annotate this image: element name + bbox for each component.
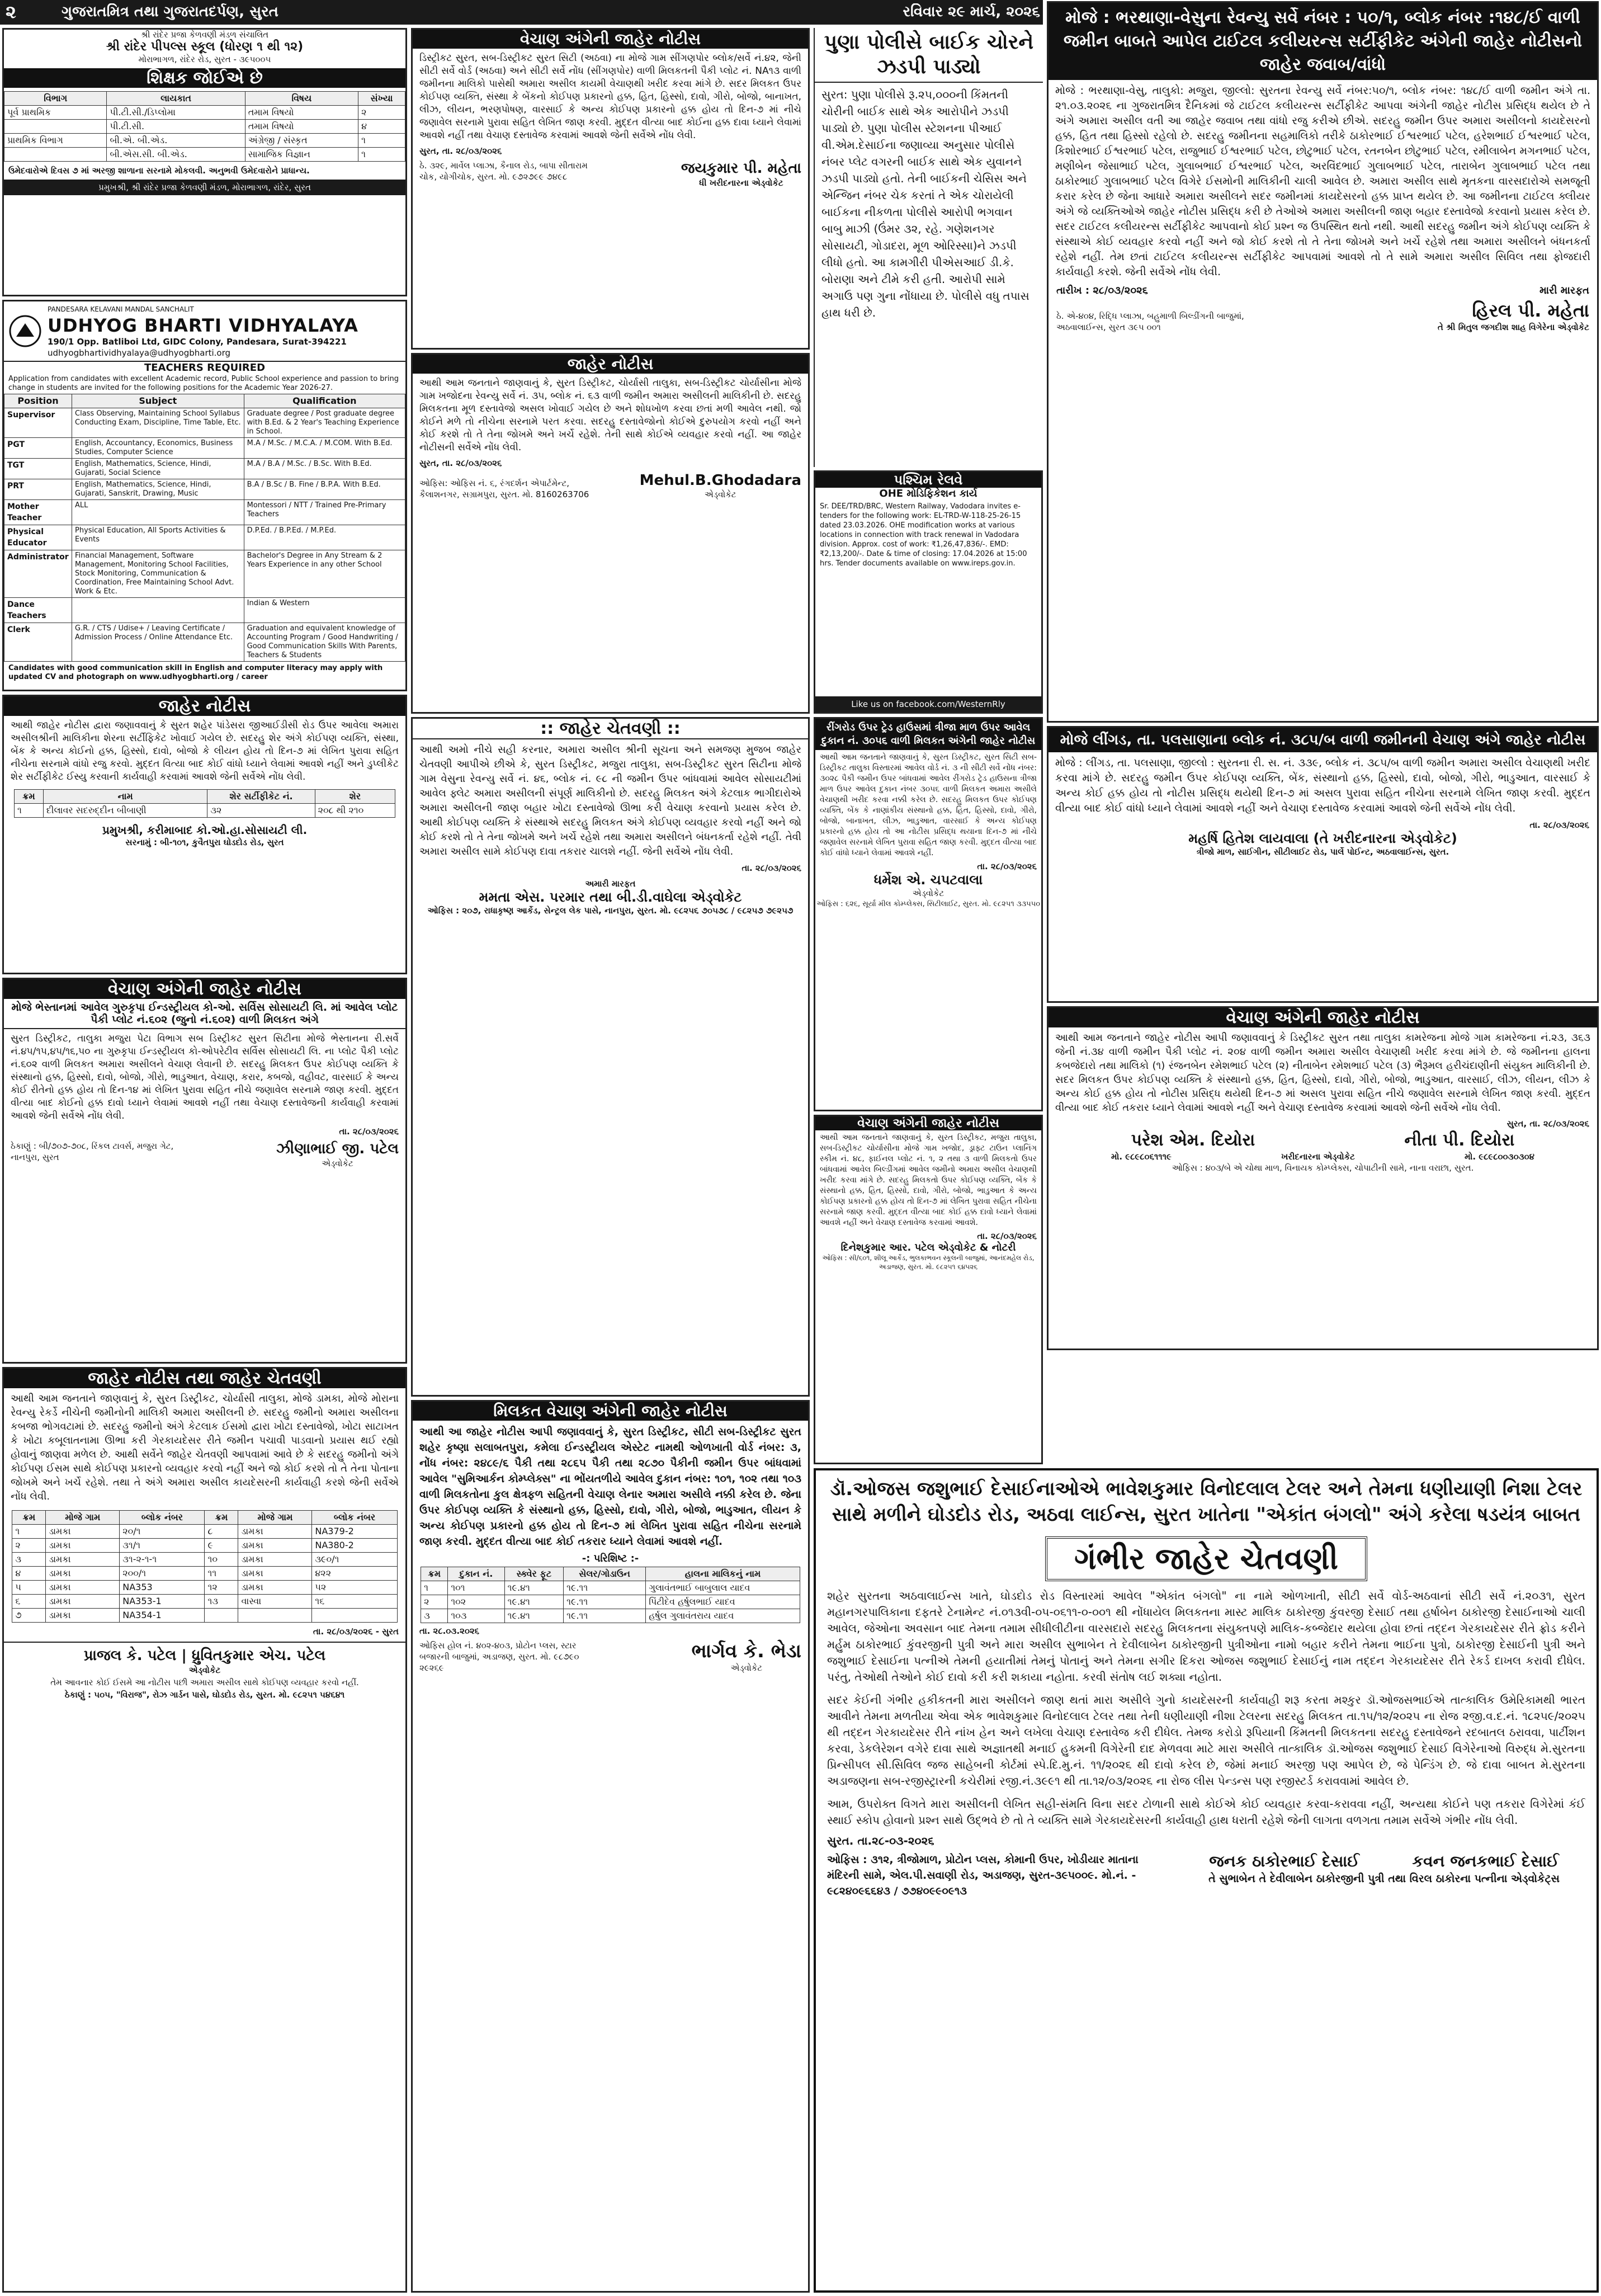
cell: ગુલાવંતભાઈ બાબુલાલ યાદવ <box>646 1581 800 1595</box>
warning-heading: ડૉ.ઓજસ જશુભાઈ દેસાઈનાઓએ ભાવેશકુમાર વિનોદલાલ ટેલર અને તેમના ધણીયાણી નિશા ટેલર સાથે મળીને ઘોડદોડ રોડ, અઠવા લાઈન્સ, સુરત ખાતેના "એકાંત બંગલો" અંગે કરેલા ષડયંત્ર બાબત <box>830 1478 1583 1526</box>
table-row <box>4 550 405 598</box>
singanpor-sale-notice <box>411 28 810 350</box>
cell <box>4 148 107 162</box>
signatory: મમતા એસ. પરમાર તથા બી.ડી.વાઘેલા એડ્વોકેટ <box>479 889 742 905</box>
signatory: ઝીણાભાઈ જી. પટેલ <box>276 1140 399 1157</box>
cell: તમામ વિષયો <box>245 120 358 134</box>
signatory-label: અમારી મારફત <box>585 879 636 889</box>
notice-date: સુરત, તા. ૨૮/૦૩/૨૦૨૬ <box>419 458 502 468</box>
cell: પૂર્વ પ્રાથમિક <box>4 106 107 120</box>
col-header: નામ <box>43 790 207 804</box>
notice-title: મોજે લીંગડ, તા. પલસાણાના બ્લોક નં. ૩૮૫/બ વાળી જમીનની વેચાણ અંગે જાહેર નોટીસ <box>1049 728 1597 752</box>
damka-land-warning <box>2 1367 407 2293</box>
school-address: 190/1 Opp. Batliboi Ltd, GIDC Colony, Pandesara, Surat-394221 <box>48 337 347 347</box>
vacancy-table <box>4 91 405 162</box>
table-row <box>4 598 405 623</box>
signatory-address: ઠેકાણું : બી/૭૦૭-૭૦૮, રિંકલ ટાવર્સ, મજુરા ગેટ, નાનપુરા, સુરત <box>11 1141 174 1162</box>
notice-date: તા. ૨૮/૦૩/૨૦૨૬ <box>977 861 1037 871</box>
table-row <box>12 1581 397 1595</box>
signatory: જયકુમાર પી. મહેતા <box>681 160 801 177</box>
cell: NA379-2 <box>312 1525 397 1539</box>
cell: ૨૦/૧ <box>120 1525 205 1539</box>
cell: ૨ <box>421 1595 448 1609</box>
warning-date: સુરત. તા.૨૮-૦૩-૨૦૨૬ <box>827 1834 934 1847</box>
news-body: સુરત: પુણા પોલીસે રૂ.૨૫,૦૦૦ની કિંમતની ચોરીની બાઈક સાથે એક આરોપીને ઝડપી પાડ્યો છે. પુણા પોલીસ સ્ટેશનના પીઆઈ વી.એમ.દેસાઈના જણાવ્યા અનુસાર પોલીસે નંબર પ્લેટ વગરની બાઈક સાથે એક યુવાનને ઝડપી પાડ્યો હતો. તેની બાઈકની ચેસિસ અને એન્જિન નંબર ચેક કરતાં તે એક ચોરાયેલી બાઈકના નીકળતા પોલીસે આરોપી ભગવાન બાબુ માઝી (ઉંમર ૩૨, રહે. ગણેશનગર સોસાયટી, ગોડાદરા, મૂળ ઓરિસ્સા)ને ઝડપી લીધો હતો. આ કામગીરી પીએસઆઈ ડી.કે. બોરાણા અને ટીમે કરી હતી. આરોપી સામે અગાઉ પણ ગુના નોંધાયા છે. પોલીસે વધુ તપાસ હાથ ધરી છે. <box>821 88 1029 319</box>
school-address: મોરાભાગળ, રાંદેર રોડ, સુરત - ૩૯૫૦૦૫ <box>138 54 271 64</box>
udhyog-bharti-ad <box>2 300 407 691</box>
cell: ડામકા <box>46 1581 120 1595</box>
cell: PGT <box>4 438 72 459</box>
cell: ૯ <box>205 1539 238 1553</box>
cell: ૪૨૨ <box>312 1567 397 1581</box>
cell: Bachelor's Degree in Any Stream & 2 Years Experience in any other School <box>244 550 405 598</box>
block-table <box>12 1510 397 1623</box>
col-header: મોજે ગામ <box>238 1511 312 1525</box>
cell: TGT <box>4 459 72 479</box>
notice-title: રીંગરોડ ઉપર ટ્રેડ હાઉસમાં ત્રીજા માળ ઉપર આવેલ દુકાન નં. ૩૦૫૬ વાળી મિલકત અંગેની જાહેર નોટીસ <box>815 719 1041 750</box>
railway-title: પશ્ચિમ રેલવે <box>815 472 1041 488</box>
notice-body: મોજે : ભરથાણા-વેસુ, તાલુકો: મજુરા, જીલ્લો: સુરતના રેવન્યુ સર્વે નંબર:૫૦/૧, બ્લોક નંબર: ૧૪૮/ઈ વાળી જમીન અંગે તા. ૨૧.૦૩.૨૦૨૬ ના ગુજરાતમિત્ર દૈનિકમાં જે ટાઈટલ કલીયરન્સ સર્ટીફીકેટ આપવા અંગેની જાહેર નોટીસ પ્રસિદ્ધ થયેલ છે તે અંગે અમારા અસીલ વતી આ જાહેર જવાબ તથા વાંધો રજુ કરીએ છીએ. સદરહુ જમીન ઉપર અમારા અસીલનો કાયદેસરનો હક્ક, હિત તથા હિસ્સો રહેલો છે. સદરહુ જમીનના સહમાલિકો તરીકે ઠાકોરભાઈ ઈશ્વરભાઈ પટેલ, હરેશભાઈ ઈશ્વરભાઈ પટેલ, કિશોરભાઈ ઈશ્વરભાઈ પટેલ, રાજુભાઈ ઈશ્વરભાઈ પટેલ, છોટુભાઈ પટેલ, રતનબેન છોટુભાઈ પટેલ, રમીલાબેન મગનભાઈ પટેલ, મણીબેન જેસાભાઈ પટેલ, ગુલાબભાઈ ઈશ્વરભાઈ પટેલ, અરવિંદભાઈ ગુલાબભાઈ પટેલ, તારાબેન ગુલાબભાઈ પટેલ તથા ઠાકોરભાઈ ગુલાબભાઈ પટેલ વિગેરે ઈસમોની માલિકીની ચાલી આવેલ છે. અમારા અસીલ સાથે મૃતકના વારસદારોએ સમજૂતી કરાર કરેલ છે જેના આધારે અમારા અસીલને સદર જમીનમાં કાયદેસરનો હક્ક પ્રાપ્ત થયેલ છે. આ જમીનના ટાઈટલ ક્લીયર અંગે જે વ્યક્તિઓએ જાહેર નોટીસ પ્રસિદ્ધ કરી છે તેઓએ અમારા અસીલની જાણ બહાર દસ્તાવેજો કરવાનો પ્રયાસ કરેલ છે. સદર ટાઈટલ કલીયરન્સ સર્ટીફીકેટ આપવાનો કોઈ પ્રશ્ન જ ઉપસ્થિત થતો નથી. આથી સદરહુ જમીન અંગે કોઈપણ વ્યક્તિ કે સંસ્થાએ કોઈ વ્યવહાર કરવો નહીં અને જો કોઈ કરશે તો તે તેના જોખમે અને ખર્ચે રહેશે તથા અમારા અસીલને બંધનકર્તા રહેશે નહીં. તેમ છતાં ટાઈટલ કલીયરન્સ સર્ટીફીકેટ આપવામાં આવશે તો તે સામે અમારા અસીલ સિવિલ તથા ફોજદારી કાર્યવાહી કરશે. જેની સર્વેએ નોંધ લેવી. <box>1055 84 1590 278</box>
ekant-bungalow-warning <box>814 1468 1599 2293</box>
signatory-address: ઓફિસ હોલ નં. ૪૦૨-૪૦૩, પ્રોટોન પ્લસ, સ્ટાર બજારની બાજુમાં, અડાજણ, સુરત. મો. ૯૮૭૯૦ ૨૯૨૬૯ <box>419 1640 579 1673</box>
notice-date: તા. ૨૮/૦૩/૨૦૨૬ <box>1529 820 1589 830</box>
cell: PRT <box>4 479 72 500</box>
school-logo-icon <box>8 314 42 348</box>
paper-name: ગુજરાતમિત્ર તથા ગુજરાતદર્પણ, સુરત <box>62 3 278 20</box>
notice-body: આથી આમ જનતાને જાણવાનું કે, સુરત ડિસ્ટ્રીકટ, ચોર્યાસી તાલુકા, સબ-ડિસ્ટ્રીકટ ચોર્યાસીના મોજે ગામ ખજોદના રેવન્યુ સર્વે નં. ૩૫, બ્લોક નં. ૬૩ વાળી જમીન અમારા અસીલની માલિકીની છે. સદરહુ મિલકતના મૂળ દસ્તાવેજો અસલ ખોવાઈ ગયેલ છે અને શોધખોળ કરવા છતાં મળી આવેલ નથી. જો કોઈને મળે તો નીચેના સરનામે પરત કરવા. સદરહુ દસ્તાવેજોનો કોઈએ દુરુપયોગ કરવો નહીં અને કોઈ કરશે તો તે તેના જોખમે અને ખર્ચે રહેશે. તેની સાથે કોઈએ વ્યવહાર કરવો નહીં. આ જાહેર નોટીસની સર્વેએ નોંધ લેવી. <box>419 378 801 453</box>
shop-table <box>421 1567 800 1623</box>
cell: ડામકા <box>238 1553 312 1567</box>
trust-name: શ્રી રાંદેર પ્રજા કેળવણી મંડળ સંચાલિત <box>140 30 269 40</box>
notice-body: આથી જાહેર નોટીસ દ્વારા જણાવવાનું કે સુરત શહેર પાંડેસરા જીઆઈડીસી રોડ ઉપર આવેલા અમારા અસીલશ્રીની માલિકીના શેરના સર્ટીફિકેટ ખોવાઈ ગયેલ છે. સદરહુ શેર અંગે કોઈપણ વ્યક્તિ, સંસ્થા, બેંક કે અન્ય કોઈનો હક્ક, હિસ્સો, દાવો, બોજો કે લીયન હોય તો દિન-૭ માં લેખિત પુરાવા સહિત નીચેના સરનામે વાંધો રજુ કરવો. મુદ્દત વિત્યા બાદ કોઈ વાંધો ધ્યાને લેવામાં આવશે નહીં અને ડુપ્લીકેટ શેર સર્ટીફીકેટ ઈસ્યુ કરવાની કાર્યવાહી કરવામાં આવશે જેની સર્વેએ નોંધ લેવી. <box>11 720 399 782</box>
cell: ડામકા <box>238 1567 312 1581</box>
notice-body: આથી અમો નીચે સહી કરનાર, અમારા અસીલ શ્રીની સૂચના અને સમજણ મુજબ જાહેર ચેતવણી આપીએ છીએ કે, સુરત ડિસ્ટ્રીકટ, મજુરા તાલુકા, સબ-ડિસ્ટ્રીકટ સુરત સિટીના મોજે ગામ વેસુના રેવન્યુ સર્વે નં. ૪૬, બ્લોક નં. ૯૮ ની જમીન ઉપર બાંધવામાં આવેલ સોસાયટીમાં આવેલ ફ્લેટ અમારા અસીલની સંપૂર્ણ માલિકીનો છે. સદરહુ મિલકત અંગે કેટલાક ભાગીદારોએ અમારા અસીલની જાણ બહાર ખોટા દસ્તાવેજો ઊભા કરી વેચાણ કરવાનો પ્રયાસ કરેલ છે. આથી કોઈપણ વ્યક્તિ કે સંસ્થાએ સદરહુ મિલકત અંગે કોઈપણ વ્યવહાર કરવો નહીં અને જો કોઈ કરશે તો તે તેના જોખમે અને ખર્ચે રહેશે તથા અમારા અસીલને બંધનકર્તા રહેશે નહીં. તેવી અમારા અસીલ સામે કોઈપણ દાવા તકરાર ચાલશે નહીં. જેની સર્વેએ નોંધ લેવી. <box>419 744 801 857</box>
society-name: PANDESARA KELAVANI MANDAL SANCHALIT <box>48 305 194 313</box>
cell: ૨૦૦/૧ <box>120 1567 205 1581</box>
col-header: સ્ક્વેર ફૂટ <box>504 1567 563 1581</box>
notice-title: જાહેર નોટીસ <box>4 696 405 716</box>
signatory: ભાર્ગવ કે. ભેડા <box>691 1640 801 1662</box>
col-header: બ્લોક નંબર <box>120 1511 205 1525</box>
table-row <box>12 1567 397 1581</box>
cell: Supervisor <box>4 408 72 438</box>
ad-intro: Application from candidates with excellent Academic record, Public School experience and passion to bring change in students are invited for the following positions for the Academic Year 2026-27. <box>8 375 399 392</box>
warning-para-3: આમ, ઉપરોક્ત વિગતે મારા અસીલની લેખિત સહી-સંમતિ વિના સદર ટોળાની સાથે કોઈએ કોઈ વ્યવહાર કરવા-કરાવવા નહીં, અન્યથા કોઈને પણ તકરાર વિગેરેમાં કંઈ સ્થાઈ સ્કોપ હોવાનો પ્રશ્ન સાથે ઉદ્ભવે છે તો તે વ્યક્તિ સામે ગેરકાયદેસરની કાર્યવાહી હાથ ધરાતી રહેશે જેની લાગતા વળગતા તમામ સર્વેએ ગંભીર નોંધ લેવી. <box>827 1797 1585 1827</box>
cell: ડામકા <box>238 1539 312 1553</box>
col-header: ક્રમ <box>421 1567 448 1581</box>
signatory-address: ઓફિસ: ઓફિસ નં. ૬, રંગદર્શન એપાર્ટમેન્ટ, કૈલાશનગર, સગ્રામપુરા, સુરત. મો. 8160263706 <box>419 478 589 499</box>
cell: હર્ષુલ ગુલાવંતરાય યાદવ <box>646 1609 800 1623</box>
cell: ૭ <box>12 1609 46 1623</box>
cell: સામાજિક વિજ્ઞાન <box>245 148 358 162</box>
col-header: Subject <box>72 394 244 408</box>
social-footer: Like us on facebook.com/WesternRly <box>815 696 1041 712</box>
cell: ૧૩ <box>205 1595 238 1609</box>
notice-date: તા. ૨૮/૦૩/૨૦૨૬ <box>339 1126 399 1137</box>
signatory-address: સરનામું : બી-૧૦૧, કુવૈતપુરા ઘોડદોડ રોડ, સુરત <box>125 837 284 847</box>
col-header: મોજે ગામ <box>46 1511 120 1525</box>
cell: ૧ <box>358 148 405 162</box>
signatory-note: તેમ આવનાર કોઈ ઈસમે આ નોટીસ પછી અમારા અસીલ સાથે કોઈપણ વ્યવહાર કરવો નહીં. <box>50 1677 359 1687</box>
col-header: સેલર/ગોડાઉન <box>564 1567 646 1581</box>
cell: ૧૯.૧૧ <box>564 1581 646 1595</box>
signatory-2: કવન જનકભાઈ દેસાઈ <box>1412 1852 1559 1870</box>
signatory: ધર્મેશ એ. ચપટવાલા <box>873 872 983 888</box>
col-header: બ્લોક નંબર <box>312 1511 397 1525</box>
table-row <box>4 106 405 120</box>
cell: ૩૧-૨-૧-૧ <box>120 1553 205 1567</box>
cell: ૨ <box>358 106 405 120</box>
annexure-title: -: પરિશિષ્ટ :- <box>582 1553 639 1564</box>
signatory-role: એડ્વોકેટ <box>730 1663 763 1673</box>
signatory-phone-2: મો. ૯૮૯૮૦૦૩૦૩૦૪ <box>1465 1152 1534 1162</box>
signatory-1: પરેશ એમ. દિયોરા <box>1131 1130 1255 1150</box>
cell: ડામકા <box>46 1567 120 1581</box>
table-row <box>4 459 405 479</box>
notice-date: તા. ૨૮/૦૩/૨૦૨૬ - સુરત <box>313 1626 399 1637</box>
cell: ૧૯.૧૧ <box>564 1609 646 1623</box>
cell: ડામકા <box>46 1553 120 1567</box>
cell: ડામકા <box>46 1595 120 1609</box>
notice-title: વેચાણ અંગેની જાહેર નોટીસ <box>815 1116 1041 1130</box>
notice-date: તા. ૨૮/૦૩/૨૦૨૬ <box>977 1231 1037 1241</box>
signatory: પ્રાજલ કે. પટેલ | ધ્રુવિતકુમાર એચ. પટેલ <box>83 1647 326 1664</box>
cell: ૧૦૨ <box>448 1595 504 1609</box>
cell: ALL <box>72 500 244 525</box>
cell: ૩ <box>421 1609 448 1623</box>
cell: English, Mathematics, Science, Hindi, Gujarati, Social Science <box>72 459 244 479</box>
notice-body: મોજે : લીંગડ, તા. પલસાણા, જીલ્લો : સુરતના રી. સ. નં. ૩૩૯, બ્લોક નં. ૩૮૫/બ વાળી જમીન અમારા અસીલ વેચાણથી ખરીદ કરવા માંગે છે. સદરહુ જમીન ઉપર કોઈપણ વ્યક્તિ, બેંક, સંસ્થાનો હક્ક, હિસ્સો, દાવો, બોજો, ગીરો, ભાડુઆત, વારસાઈ કે અન્ય કોઈ હક્ક હોય તો નોટીસ પ્રસિદ્ધ થયેથી દિન-૭ માં અસલ પુરાવા સહિત નીચેના સરનામે લેખિત જાણ કરવી. મુદ્દત વીત્યા બાદ કોઈ વાંધો ધ્યાને લેવામાં આવશે નહીં અને વેચાણ દસ્તાવેજ કરવામાં આવશે જેની સર્વેએ નોંધ લેવી. <box>1055 757 1590 814</box>
col-header: ક્રમ <box>12 1511 46 1525</box>
cell <box>205 1609 238 1623</box>
table-row <box>4 148 405 162</box>
table-row <box>4 438 405 459</box>
teacher-wanted-ad <box>2 28 407 296</box>
table-row <box>421 1609 800 1623</box>
col-header: ક્રમ <box>14 790 43 804</box>
cell: ૨૦૮ થી ૨૧૦ <box>315 804 395 818</box>
bhestan-sale-notice <box>2 978 407 1364</box>
cell: પી.ટી.સી./ડિપ્લોમા <box>107 106 245 120</box>
cell: બી.એ. બી.એડ. <box>107 134 245 148</box>
warning-office: ઓફિસ : ૩૧૨, ત્રીજોમાળ, પ્રોટોન પ્લસ, કોમાની ઉપર, ખોડીયાર માતાના મંદિરની સામે, એલ.પી.સવાણી રોડ, અડાજણ, સુરત-૩૯૫૦૦૯. મો.નં. - ૯૮૨૪૦૯૬૬૪૩ / ૭૭૪૦૯૯૦૯૧૩ <box>827 1854 1139 1897</box>
cell: B.A / B.Sc / B. Fine / B.P.A. With B.Ed. <box>244 479 405 500</box>
ad-footer: પ્રમુખશ્રી, શ્રી રાંદેર પ્રજા કેળવણી મંડળ, મોરાભાગળ, રાંદેર, સુરત <box>4 180 405 195</box>
cell: English, Mathematics, Science, Hindi, Gujarati, Sanskrit, Drawing, Music <box>72 479 244 500</box>
table-row <box>4 408 405 438</box>
signatory: હિરલ પી. મહેતા <box>1472 300 1589 321</box>
cell: Administrator <box>4 550 72 598</box>
positions-table <box>4 394 405 662</box>
signatory-role: એડ્વોકેટ <box>912 888 944 898</box>
table-row <box>4 500 405 525</box>
signatory-address: ઓફિસ : ૨૦૭, રાધાકૃષ્ણ આર્કેડ, સેન્ટ્રલ લેક પાસે, નાનપુરા, સુરત. મો. ૯૮૨૫૬ ૭૦૫૭૮ / ૯૮૨૫૭ ૭૯૨૫૭ <box>427 906 794 916</box>
col-header: ક્રમ <box>205 1511 238 1525</box>
masthead <box>0 0 1043 25</box>
notice-title: મોજે : ભરથાણા-વેસુના રેવન્યુ સર્વે નંબર : ૫૦/૧, બ્લોક નંબર :૧૪૮/ઈ વાળી જમીન બાબતે આપેલ ટાઈટલ કલીયરન્સ સર્ટીફીકેટ અંગેની જાહેર નોટીસનો જાહેર જવાબ/વાંધો <box>1049 3 1597 80</box>
notice-body: આથી આમ જનતાને જાણવાનું કે, સુરત ડિસ્ટ્રીકટ, સુરત સિટી સબ-ડિસ્ટ્રીકટ તાલુકા વિસ્તારમાં આવેલ વોર્ડ નં. ૩ ની સીટી સર્વે નોંધ નંબર: ૩૦૨૮ પૈકી જમીન ઉપર બાંધવામાં આવેલ રીંગરોડ ટ્રેડ હાઉસના ત્રીજા માળ ઉપર આવેલ દુકાન નંબર ૩૦૫૬ વાળી મિલકત અમારા અસીલે વેચાણથી ખરીદ કરવા નક્કી કરેલ છે. સદરહુ મિલકત ઉપર કોઈપણ વ્યક્તિ, બેંક કે નાણાંકીય સંસ્થાનો હક્ક, હિત, હિસ્સો, દાવો, ગીરો, બોજો, બાનાખત, લીઝ, ભાડુઆત, વારસાઈ કે અન્ય કોઈપણ પ્રકારનો હક્ક હોય તો આ નોટીસ પ્રસિદ્ધ થયાના દિન-૭ માં નીચે જણાવેલ સરનામે લેખિત પુરાવા સહિત જાણ કરવી. મુદ્દત વીત્યા બાદ કોઈ વાંધો ધ્યાને લેવામાં આવશે નહીં. <box>820 753 1037 857</box>
signatory-1: જનક ઠાકોરભાઈ દેસાઈ <box>1209 1852 1359 1870</box>
signatory-address: ઠે. એ-૪૦૪, રિદ્ધિ પ્લાઝા, બહુમાળી બિલ્ડીંગની બાજુમાં, અઠવાલાઈન્સ, સુરત ૩૯૫ ૦૦૧ <box>1056 311 1244 332</box>
school-name: શ્રી રાંદેર પીપલ્સ સ્કૂલ (ધોરણ ૧ થી ૧૨) <box>106 40 304 54</box>
cell: ૧૧ <box>205 1567 238 1581</box>
tender-subtitle: OHE મોડિફિકેશન કાર્ય <box>879 488 977 499</box>
cell: G.R. / CTS / Udise+ / Leaving Certificate / Admission Process / Online Attendance Etc. <box>72 623 244 662</box>
col-header: Qualification <box>244 394 405 408</box>
cell: ૧ <box>14 804 43 818</box>
notice-body: આથી આમ જનતાને જાહેર નોટીસ આપી જણાવવાનું કે ડિસ્ટ્રીકટ સુરત તથા તાલુકા કામરેજના મોજે ગામ કામરેજના નં.૨૩, ૩૬૩ જેની નં.૩૪ વાળી જમીન પૈકી પ્લોટ નં. ૨૦૪ વાળી જમીન અમારા અસીલ વેચાણથી ખરીદ કરવા માંગે છે. જે જમીનના હાલના કબજેદારો તથા માલિકો (૧) રંજનબેન રમેશભાઈ પટેલ (૨) નીતાબેન રમેશભાઈ પટેલ (૩) ભૈરૂમલ હરીચંદાણીની સંયુક્ત માલિકીની છે. સદર મિલકત ઉપર કોઈપણ વ્યક્તિ કે સંસ્થાનો હક્ક, હિત, હિસ્સો, દાવો, ગીરો, બોજો, ભાડુઆત, વારસાઈ, લીઝ, લીયન, લીઝ કે અન્ય કોઈ હક્ક હોય તો નોટીસ પ્રસિદ્ધ થયેથી દિન-૭ માં અસલ પુરાવા સહિત નીચે જણાવેલ સરનામે લેખિત જાણ કરવી. મુદ્દત વીત્યા બાદ કોઈ તકરાર ધ્યાને લેવામાં આવશે નહીં અને વેચાણ દસ્તાવેજ કરવામાં આવશે જેની સર્વેએ નોંધ લેવી. <box>1055 1032 1590 1114</box>
cell <box>238 1609 312 1623</box>
cell: બી.એસ.સી. બી.એડ. <box>107 148 245 162</box>
warning-title: ગંભીર જાહેર ચેતવણી <box>1045 1536 1367 1581</box>
signatory-role: એડ્વોકેટ <box>188 1665 221 1675</box>
cell: ૫૨ <box>312 1581 397 1595</box>
notice-date: સુરત, તા. ૨૮/૦૩/૨૦૨૬ <box>1506 1119 1589 1129</box>
signatory-address: ઓફિસ : ૪૦૩/બે એ ચોથા માળ, વિનાયક કોમ્પ્લેક્સ, ચોપાટીની સામે, નાના વરાછા, સુરત. <box>1172 1163 1474 1173</box>
cell: ૩૨ <box>207 804 315 818</box>
cell: ૧૬ <box>312 1595 397 1609</box>
cell <box>4 120 107 134</box>
table-row <box>12 1553 397 1567</box>
cell: ડામકા <box>238 1525 312 1539</box>
signatory-role: ધી ખરીદનારના એડ્વોકેટ <box>699 178 783 188</box>
col-header: સંખ્યા <box>358 92 405 106</box>
col-header: દુકાન નં. <box>448 1567 504 1581</box>
signatory: પ્રમુખશ્રી, કરીમાબાદ કો.ઓ.હા.સોસાયટી લી. <box>102 823 308 837</box>
cell: NA353-1 <box>120 1595 205 1609</box>
cell <box>72 598 244 623</box>
cell: Graduation and equivalent knowledge of Accounting Program / Good Handwriting / Good Communication Skills With Parents, Teachers & Students <box>244 623 405 662</box>
pune-police-news <box>814 28 1043 467</box>
cell: D.P.Ed. / B.P.Ed. / M.P.Ed. <box>244 525 405 550</box>
ad-heading: શિક્ષક જોઈએ છે <box>4 68 405 88</box>
teachers-required: TEACHERS REQUIRED <box>144 362 266 374</box>
table-row <box>421 1581 800 1595</box>
cell: ડામકા <box>46 1539 120 1553</box>
cell: Indian & Western <box>244 598 405 623</box>
cell: Dance Teachers <box>4 598 72 623</box>
ringroad-shop-notice <box>814 717 1043 1111</box>
notice-title: :: જાહેર ચેતવણી :: <box>413 719 808 739</box>
cell: Clerk <box>4 623 72 662</box>
table-row <box>12 1525 397 1539</box>
col-header: Position <box>4 394 72 408</box>
cell: અંગ્રેજી / સંસ્કૃત <box>245 134 358 148</box>
col-header: લાયકાત <box>107 92 245 106</box>
signatory-address: ત્રીજો માળ, સાઈગીન, સીટીલાઈટ રોડ, પાર્લે પોઈન્ટ, અઠવાલાઈન્સ, સુરત. <box>1196 847 1449 857</box>
notice-title: જાહેર નોટીસ તથા જાહેર ચેતવણી <box>4 1369 405 1388</box>
signatory: મહર્ષિ હિતેશ લાયવાલા (તે ખરીદનારના એડ્વોકેટ) <box>1188 831 1457 846</box>
cell: Physical Education, All Sports Activities & Events <box>72 525 244 550</box>
cell: પ્રાથમિક વિભાગ <box>4 134 107 148</box>
khajod-lost-documents-notice <box>411 353 810 714</box>
notice-title: વેચાણ અંગેની જાહેર નોટીસ <box>1049 1008 1597 1027</box>
table-row <box>4 623 405 662</box>
cell: Class Observing, Maintaining School Syllabus Conducting Exam, Discipline, Time Table, Etc. <box>72 408 244 438</box>
school-name: UDHYOG BHARTI VIDHYALAYA <box>48 315 358 336</box>
table-row <box>12 1539 397 1553</box>
signatory: Mehul.B.Ghodadara <box>639 472 801 489</box>
signatory: દિનેશકુમાર આર. પટેલ એડ્વોકેટ & નોટરી <box>840 1242 1016 1253</box>
page-number: ૨ <box>6 1 16 22</box>
cell: Physical Educator <box>4 525 72 550</box>
notice-body: ડિસ્ટ્રીકટ સુરત, સબ-ડિસ્ટ્રીકટ સુરત સિટી (અઠવા) ના મોજે ગામ સીંગણપોર બ્લોક/સર્વે નં.૪૨, જેની સીટી સર્વે વોર્ડ (અઠવા) અને સીટી સર્વે નોંધ (સીંગણપોર) વાળી મિલકતની પૈકી પ્લોટ નં. NA૧૩ વાળી જમીનના માલિકો પાસેથી અમારા અસીલ કાયમી વેચાણથી ખરીદ કરવા માંગે છે. સદર મિલકત ઉપર કોઈપણ વ્યક્તિ, સંસ્થા કે બેંકનો કોઈપણ પ્રકારનો હક્ક, હિત, હિસ્સો, દાવો, ગીરો, બોજો, બાનાખત, લીઝ, લીયન, ભરણપોષણ, વારસાઈ કે અન્ય કોઈપણ પ્રકારનો હક્ક હોય તો દિન-૭ માં નીચે જણાવેલ સરનામે પુરાવા સહિત લેખિત જાણ કરવી. મુદ્દત વીત્યા બાદ કોઈના હક્ક દાવા ધ્યાને લેવામાં આવશે નહીં તથા વેચાણ દસ્તાવેજ કરવામાં આવશે જેની સર્વેએ નોંધ લેવી. <box>419 53 801 141</box>
cell: Montessori / NTT / Trained Pre-Primary Teachers <box>244 500 405 525</box>
school-email: udhyogbhartividhyalaya@udhyogbharti.org <box>48 348 231 358</box>
col-header: હાલના માલિકનું નામ <box>646 1567 800 1581</box>
table-row <box>4 134 405 148</box>
cell: ૪ <box>358 120 405 134</box>
cell: Mother Teacher <box>4 500 72 525</box>
table-row <box>14 804 395 818</box>
news-headline: પુણા પોલીસે બાઈક ચોરને ઝડપી પાડ્યો <box>824 31 1034 78</box>
notice-body: આથી આમ જનતાને જાણવાનું કે, સુરત ડિસ્ટ્રીકટ, મજુરા તાલુકા, સબ-ડિસ્ટ્રીકટ ચોર્યાસીના મોજે ગામ ખજોદ, ડ્રાફ્ટ ટાઉન પ્લાનિંગ સ્કીમ નં. ૪૮, ફાઈનલ પ્લોટ નં. ૧, ૨ તથા ૩ વાળી મિલકતો ઉપર બાંધવામાં આવેલ બિલ્ડીંગમાં આવેલ જમીનો અમારા અસીલ વેચાણથી ખરીદ કરવા માંગે છે. સદરહુ મિલકતો ઉપર કોઈપણ વ્યક્તિ, બેંક કે સંસ્થાનો હક્ક, હિત, હિસ્સો, દાવો, ગીરો, બોજો, ભાડુઆત કે અન્ય કોઈપણ પ્રકારનો હક્ક હોય તો દિન-૭ માં લેખિત પુરાવા સહિત નીચેના સરનામે જાણ કરવી. મુદ્દત વીત્યા બાદ કોઈ હક્ક દાવો ધ્યાને લેવામાં આવશે નહીં અને વેચાણ દસ્તાવેજ કરવામાં આવશે. <box>820 1133 1037 1227</box>
notice-body: સુરત ડિસ્ટ્રીકટ, તાલુકા મજુરા પેટા વિભાગ સબ ડિસ્ટ્રીકટ સુરત સિટીના મોજે ભેસ્તાનના રી.સર્વે નં.૪૫/૧૫,૪૫/૧૬,૫૦ ના ગુરુકૃપા ઈન્ડસ્ટ્રીયલ કો-ઓપરેટીવ સર્વિસ સોસાયટી લિ. ના પ્લોટ પૈકી પ્લોટ નં.૬૦૨ વાળી મિલકત અમારા અસીલને વેચાણ લેવાની છે. સદરહુ મિલકત ઉપર કોઈપણ વ્યક્તિ કે સંસ્થાનો હક્ક, હિસ્સો, દાવો, બોજો, ગીરો, ભાડુઆત, વેચાણ, કરાર, કબજો, વહીવટ, વારસાઈ કે અન્ય કોઈ રીતેનો હક્ક હોય તો દિન-૧૪ માં લેખિત પુરાવા સહિત નીચે જણાવેલ સરનામે જાણ કરવી. મુદ્દત વીત્યા બાદ કોઈનો હક્ક દાવો ધ્યાને લેવામાં આવશે નહીં તથા વેચાણ દસ્તાવેજની કાર્યવાહી કરવામાં આવશે જેની સર્વેએ નોંધ લેવી. <box>11 1033 399 1121</box>
cell: ડામકા <box>46 1525 120 1539</box>
notice-title: જાહેર નોટીસ <box>413 355 808 374</box>
cell: ૧૦ <box>205 1553 238 1567</box>
cell: ૪ <box>12 1567 46 1581</box>
cell: ૧૦૧ <box>448 1581 504 1595</box>
ad-footer: Candidates with good communication skill in English and computer literacy may apply with updated CV and photograph on www.udhyogbharti.org / career <box>8 664 383 681</box>
signatory-role: તે સુભાબેન તે દેવીલાબેન ઠાકોરજીની પુત્રી તથા વિરલ ઠાકોરના પત્નીના એડ્વોકેટ્સ <box>1208 1873 1560 1885</box>
table-row <box>421 1595 800 1609</box>
tender-body: Sr. DEE/TRD/BRC, Western Railway, Vadodara invites e-tenders for the following work: EL-TRD-W-118-25-26-15 dated 23.03.2026. OHE modification works at various locations in connection with track renewal in Vadodara division. Approx. cost of work: ₹1,26,47,836/-. EMD: ₹2,13,200/-. Date & time of closing: 17.04.2026 at 15:00 hrs. Tender documents available on www.ireps.gov.in. <box>820 502 1027 568</box>
cell: ૧૯.૪૧ <box>504 1581 563 1595</box>
signatory-phone-1: મો. ૯૮૯૮૦૬૧૧૧૯ <box>1111 1152 1172 1162</box>
signatory-address: ઠે. ૩૨૯, માર્વેલ પ્લાઝા, કૈનાલ રોડ, બાપા સીતારામ ચોક, યોગીચોક, સુરત. મો. ૯૭૨૭૯૯ ૭૪૯૮ <box>419 161 588 182</box>
notice-title: મિલકત વેચાણ અંગેની જાહેર નોટીસ <box>413 1402 808 1421</box>
share-certificate-notice <box>2 695 407 974</box>
cell: ડામકા <box>46 1609 120 1623</box>
cell: ૩૯૦/૧ <box>312 1553 397 1567</box>
table-row <box>12 1595 397 1609</box>
signatory-role: એડ્વોકેટ <box>705 489 736 499</box>
table-row <box>4 479 405 500</box>
western-railway-tender <box>814 470 1043 714</box>
notice-title: વેચાણ અંગેની જાહેર નોટીસ <box>4 979 405 999</box>
signatory-label: મારી મારફત <box>1539 285 1589 296</box>
warning-para-2: સદર કેઈની ગંભીર હકીકતની મારા અસીલને જાણ થતાં મારા અસીલે ગુનો કાયદેસરની કાર્યવાહી શરૂ કરતા મશ્કુર ડૉ.ઓજસભાઈએ તાત્કાલિક ઉમેરિકામથી ભારત આવીને તેમના મળતીયા એવા એક ભાવેશકુમાર વિનોદલાલ ટેલર તથા તેની ધણીયાણી નીશા ટેલરના સદરહુ મિલકત તા.૧૫/૧૨/૨૦૨૫ ના રોજ ૨જી.વ.દ.નં. ૧૮૨૫૯/૨૦૨૫ થી તદ્દન ગેરકાયદેસર રીતે નાંખ હેન અને લખેલા વેચાણ દસ્તાવેજ કરી દીધેલ. તેમજ કરોડો રૂપિયાની કિંમતની મિલકતના સદરહુ દસ્તાવેજને રદબાતલ ઠરાવવા, પાર્ટીશન કરવા, ડેકલેરેશન વગેરે દાવા સાથે અજ્ઞાતથી મનાઈ હુકમની વિગેરેની દાદ મેળવવા માટે મારા અસીલે તાત્કાલિક ડૉ.ઓજસ જશુભાઈ દેસાઈ વિગેરેનાઓ વિરુદ્ધ મે.સુરતના પ્રિન્સીપલ સી.સિવિલ જજ સાહેબની કોર્ટમાં સ્પે.દિ.મુ.નં. ૧૧/૨૦૨૬ થી દાવો કરેલ છે, જેમાં મનાઈ અરજી પણ આપેલ છે, જે પેન્ડિંગ છે. જે દાવા બાબત મે.સુરતના અડાજણના સબ-રજીસ્ટ્રારની કચેરીમાં રજી.નં.૩૯૯૧ થી તા.૧૨/૦૩/૨૦૨૬ ના રોજ લીસ પેન્ડન્સ પણ રજીસ્ટર્ડ કરાવવામાં આવેલ છે. <box>827 1693 1585 1788</box>
cell: ૧ <box>12 1525 46 1539</box>
col-header: શેર સર્ટીફીકેટ નં. <box>207 790 315 804</box>
col-header: શેર <box>315 790 395 804</box>
notice-title: વેચાણ અંગેની જાહેર નોટીસ <box>413 30 808 49</box>
signatory-address: ઓફિસ : ૬૨૬, સૂર્યા મીલ કોમ્પ્લેક્સ, સિટીલાઈટ, સુરત. મો. ૯૮૨૫૧ ૩૩૫૫૦ <box>816 900 1041 908</box>
kamrej-plot-sale-notice <box>1047 1006 1599 1350</box>
cell: ૧૯.૪૧ <box>504 1609 563 1623</box>
ad-note: ઉમેદવારોએ દિવસ ૭ માં અરજી શાળાના સરનામે મોકલવી. અનુભવી ઉમેદવારોને પ્રાધાન્ય. <box>8 166 310 176</box>
cell: વાસ્વા <box>238 1595 312 1609</box>
vesu-flat-warning <box>411 717 810 1397</box>
signatory-address: ઠેકાણું : ૫૦૫, "વિરાજ", રોઝ ગાર્ડન પાસે, ઘોડદોડ રોડ, સુરત. મો. ૯૮૨૫૧ ૫૪૬૪૧ <box>64 1690 345 1700</box>
cell: પી.ટી.સી. <box>107 120 245 134</box>
cell: ડામકા <box>238 1581 312 1595</box>
cell: ૧૯.૪૧ <box>504 1595 563 1609</box>
cell: ૧ <box>358 134 405 148</box>
cell: Financial Management, Software Management, Monitoring School Facilities, Stock Monitoring, Communication & Coordination, Free Maintaining School Advt. Work & Etc. <box>72 550 244 598</box>
cell: ૨ <box>12 1539 46 1553</box>
warning-para-1: શહેર સુરતના અઠવાલાઈન્સ ખાતે, ઘોડદોડ રોડ વિસ્તારમાં આવેલ "એકાંત બંગલો" ના નામે ઓળખાતી, સીટી સર્વે વોર્ડ-અઠવાનાં સીટી સર્વે નં.૨૦૩૧, સુરત મહાનગરપાલિકાના દફતરે ટેનામેન્ટ નં.૦૧૩વી-૦૫-૦૬૧૧-૦-૦૦૧ થી નોંધાયેલ મિલકતના માસ્ટ માલિક ઠાકોરજી કુંવરજી દેસાઈ તથા હર્ષાબેન ઠાકોરજી દેસાઈનાઓ ચાલી આવેલ, જેઓના અવસાન બાદ તેમના તમામ સીધીલીટીના વારસદારો સદરહુ મિલકતના સંયુક્તપણે માલિક-કબ્જેદાર થયેલા હોવા છતાં તદ્દન ગેરકાયદેસર રીતે ફ્રોડ કરીને મર્હુમ ઠાકોરભાઈ કુંવરજીની પુત્રી અને મારા અસીલ સુભાબેન તે દેવીલાબેન ઠાકોરજીની પુત્રીઓના નામો બહાર કરીને તેમના ભાઈના પુત્રો, ઠાકોરજી દેસાઈની પુત્રી અને જશુભાઈ દેસાઈના પત્નીએ તેમની હયાતીમાં તેમનું પોતાનું અને તેમના સગીર દિકરા ઓજસ જશુભાઈ દેસાઈનું નામ તદ્દન ગેરકાયદેસર રીતે રેકર્ડ દાખલ કરાવી દીધેલ. પરંતુ, તેઓથી તેઓને કોઈ દાવો કરી કરી શકાયા નહોતા. કરવી સંતોષ લઈ શક્યા નહોતા. <box>827 1589 1585 1684</box>
notice-date: તારીખ : ૨૮/૦૩/૨૦૨૬ <box>1056 285 1148 296</box>
signatory-role: તે શ્રી મિતુલ જગદીશ શાહ વિગેરેના એડ્વોકેટ <box>1437 322 1589 332</box>
signatory-address: ઓફિસ : સી/૬૦૧, શીલૂ આર્કેડ, ભુલકાભવન સ્કૂલની બાજુમાં, આનંદમહેલ રોડ, અડાજણ, સુરત. મો. ૯૮૨૫૧ ૬૪૫૨૬ <box>822 1254 1035 1271</box>
notice-date: તા. ૨૮/૦૩/૨૦૨૬ <box>742 863 801 873</box>
signatory-role: ખરીદનારના એડ્વોકેટ <box>1281 1152 1355 1162</box>
col-header: વિભાગ <box>4 92 107 106</box>
cell: ૧૦૩ <box>448 1609 504 1623</box>
cell: NA380-2 <box>312 1539 397 1553</box>
table-row <box>12 1609 397 1623</box>
cell <box>312 1609 397 1623</box>
cell: ૧૯.૧૧ <box>564 1595 646 1609</box>
cell: ૮ <box>205 1525 238 1539</box>
cell: English, Accountancy, Economics, Business Studies, Computer Science <box>72 438 244 459</box>
cell: પિંટીદેવ હર્ષુલભાઈ યાદવ <box>646 1595 800 1609</box>
notice-body: આથી આમ જનતાને જાણવાનું કે, સુરત ડિસ્ટ્રીકટ, ચોર્યાસી તાલુકા, મોજે ડામકા, મોજે મોરાના રેવન્યુ રેકર્ડે નીચેની જમીનોની માલિકી અમારા અસીલની છે. સદરહુ જમીનો અમારા અસીલના કબજા ભોગવટામાં છે. સદરહુ જમીનો અંગે કેટલાક ઈસમો દ્વારા ખોટા દસ્તાવેજો, ખોટા સાટાખત કે ખોટા કબૂલાતનામા ઊભા કરી ગેરકાયદેસર રીતે જમીન પચાવી પાડવાનો પ્રયાસ થઈ રહ્યો હોવાનું જાણવા મળેલ છે. આથી સર્વેને જાહેર ચેતવણી આપવામાં આવે છે કે સદરહુ જમીનો અંગે કોઈપણ ઈસમ સાથે કોઈપણ પ્રકારનો વ્યવહાર કરવો નહીં અને જો કોઈ કરશે તો તે તેના પોતાના જોખમે અને ખર્ચે રહેશે. તથા તે અંગે અમારા અસીલ કાયદેસરની કાર્યવાહી કરશે જેની સર્વેએ નોંધ લેવી. <box>11 1393 399 1502</box>
cell: દીલાવર સદરુદ્દીન બીબાણી <box>43 804 207 818</box>
cell: ૫ <box>12 1581 46 1595</box>
share-table <box>14 789 395 818</box>
notice-date: સુરત, તા. ૨૮/૦૩/૨૦૨૬ <box>419 146 502 156</box>
cell: ૧ <box>421 1581 448 1595</box>
cell: તમામ વિષયો <box>245 106 358 120</box>
table-row <box>4 120 405 134</box>
notice-subtitle: મોજે ભેસ્તાનમાં આવેલ ગુરુકૃપા ઈન્ડસ્ટ્રીયલ કો-ઓ. સર્વિસ સોસાયટી લિ. માં આવેલ પ્લોટ પૈકી પ્લોટ નં.૬૦૨ (જુનો નં.૬૦૨) વાળી મિલકત અંગે <box>4 999 405 1029</box>
notice-body: આથી આ જાહેર નોટીસ આપી જણાવવાનું કે, સુરત ડિસ્ટ્રીકટ, સીટી સબ-ડિસ્ટ્રીકટ સુરત શહેર કૃષ્ણા સલાબતપુરા, કમેલા ઈન્ડસ્ટ્રીયલ એસ્ટેટ નામથી ઓળખાતી વોર્ડ નંબર: ૩, નોંધ નંબર: ૨૪૮૯/૬ પૈકી તથા ૨૮૬૫ પૈકી તથા ૨૮૭૦ પૈકીની જમીન ઉપર બાંધવામાં આવેલ "સુમિઆર્કન કોમ્પ્લેક્સ" ના ભોંયતળીયે આવેલ દુકાન નંબર: ૧૦૧, ૧૦૨ તથા ૧૦૩ વાળી મિલકતોના કુલ ક્ષેત્રફળ સહિતની વેચાણ લેનાર અમારા અસીલે નક્કી કરેલ છે. જેના ઉપર કોઈપણ વ્યક્તિ કે સંસ્થાનો હક્ક, હિસ્સો, દાવો, ગીરો, બોજો, ભાડુઆત, લીયન કે અન્ય કોઈપણ પ્રકારનો હક્ક હોય તો દિન-૭ માં લેખિત પુરાવા સહિત નીચેના સરનામે જાણ કરવી. મુદ્દત વીત્યા બાદ કોઈ તકરાર ધ્યાને લેવામાં આવશે નહીં. <box>419 1426 801 1548</box>
issue-date: રવિવાર ૨૯ માર્ચ, ૨૦૨૬ <box>903 3 1040 20</box>
shop-sale-notice <box>411 1400 810 2293</box>
bharthana-title-objection <box>1047 1 1599 723</box>
ligad-land-notice <box>1047 726 1599 1003</box>
signatory-role: એડ્વોકેટ <box>322 1158 353 1168</box>
cell: NA354-1 <box>120 1609 205 1623</box>
signatory-2: નીતા પી. દિયોરા <box>1404 1130 1515 1150</box>
cell: M.A / M.Sc. / M.C.A. / M.COM. With B.Ed. <box>244 438 405 459</box>
cell: ૬ <box>12 1595 46 1609</box>
cell: M.A / B.A / M.Sc. / B.Sc. With B.Ed. <box>244 459 405 479</box>
table-row <box>4 525 405 550</box>
cell: NA353 <box>120 1581 205 1595</box>
notice-date: તા. ૨૮.૦૩.૨૦૨૬ <box>419 1626 480 1636</box>
cell: ૩૧/૧ <box>120 1539 205 1553</box>
cell: ૧૨ <box>205 1581 238 1595</box>
cell: ૩ <box>12 1553 46 1567</box>
khajod-sale-notice <box>814 1115 1043 1464</box>
col-header: વિષય <box>245 92 358 106</box>
cell: Graduate degree / Post graduate degree with B.Ed. & 2 Year's Teaching Experience in School. <box>244 408 405 438</box>
